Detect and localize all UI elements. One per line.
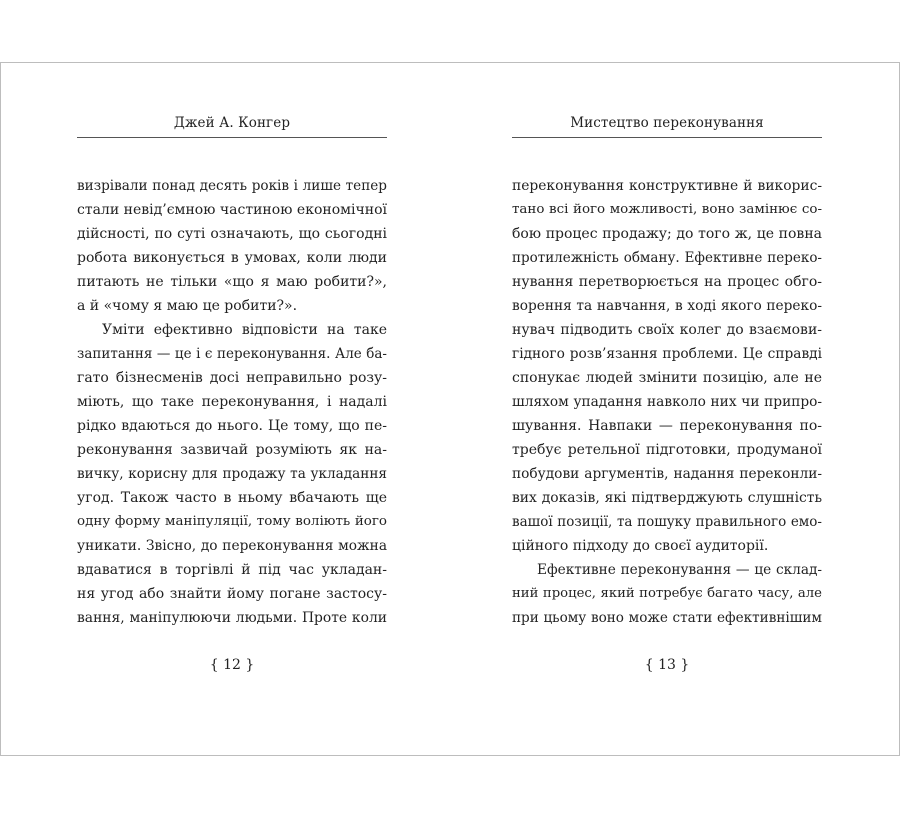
- text-line: при цьому воно може стати ефективнішим: [512, 610, 822, 626]
- text-line: вашої позиції, та пошуку правильного емо-: [512, 514, 822, 530]
- text-line: визрівали понад десять років і лише тепер: [77, 178, 387, 194]
- text-line: питають не тільки «що я маю робити?»,: [77, 274, 387, 290]
- left-page-number: { 12 }: [209, 657, 255, 673]
- text-line: вих доказів, які підтверджують слушність: [512, 490, 822, 506]
- text-line: а й «чому я маю це робити?».: [77, 298, 298, 314]
- text-line: требує ретельної підготовки, продуманої: [512, 442, 822, 458]
- text-line: спонукає людей змінити позицію, але не: [512, 370, 822, 386]
- text-line: уникати. Звісно, до переконування можна: [77, 538, 387, 554]
- left-body-text: [77, 174, 387, 630]
- text-line: гідного розв’язання проблеми. Це справді: [512, 346, 822, 362]
- text-line: стали невід’ємною частиною економічної: [77, 202, 387, 218]
- text-line: ний процес, який потребує багато часу, але: [512, 586, 822, 601]
- text-line: рідко вдаються до нього. Це тому, що пе-: [77, 418, 387, 434]
- right-running-head: Мистецтво переконування: [570, 115, 764, 131]
- text-line: Уміти ефективно відповісти на таке: [102, 322, 387, 338]
- text-line: шування. Навпаки — переконування по-: [512, 418, 822, 434]
- text-line: одну форму маніпуляції, тому воліють його: [77, 514, 387, 529]
- text-line: нувач підводить своїх колег до взаємови-: [512, 322, 822, 338]
- text-line: дійсності, по суті означають, що сьогодні: [77, 226, 387, 242]
- text-line: гато бізнесменів досі неправильно розу-: [77, 370, 387, 386]
- text-line: реконування зазвичай розуміють як на-: [77, 442, 387, 458]
- text-line: вання, маніпулюючи людьми. Проте коли: [77, 610, 387, 626]
- book-spread: [0, 62, 900, 756]
- right-page-number: { 13 }: [644, 657, 690, 673]
- text-line: ворення та навчання, в ході якого переко-: [512, 298, 822, 314]
- text-line: ня угод або знайти йому погане застосу-: [77, 586, 387, 602]
- left-running-head: Джей А. Конгер: [173, 115, 291, 131]
- text-line: побудови аргументів, надання переконли-: [512, 466, 822, 482]
- text-line: робота виконується в умовах, коли люди: [77, 250, 387, 266]
- text-line: міють, що таке переконування, і надалі: [77, 394, 387, 410]
- text-line: ційного підходу до своєї аудиторії.: [512, 538, 769, 554]
- text-line: вичку, корисну для продажу та укладання: [77, 466, 387, 482]
- text-line: переконування конструктивне й викорис-: [512, 178, 822, 194]
- right-page: [512, 63, 822, 755]
- text-line: угод. Також часто в ньому вбачають ще: [77, 490, 387, 506]
- left-header-rule: [77, 137, 387, 138]
- text-line: нування перетворюється на процес обго-: [512, 274, 822, 290]
- text-line: бою процес продажу; до того ж, це повна: [512, 226, 822, 242]
- text-line: протилежність обману. Ефективне переко-: [512, 250, 822, 266]
- text-line: шляхом упадання навколо них чи припро-: [512, 394, 822, 410]
- text-line: Ефективне переконування — це склад-: [537, 562, 822, 578]
- text-line: тано всі його можливості, воно замінює со-: [512, 202, 822, 217]
- text-line: запитання — це і є переконування. Але ба-: [77, 346, 387, 362]
- right-body-text: [512, 174, 822, 630]
- left-page: [77, 63, 387, 755]
- text-line: вдаватися в торгівлі й під час укладан-: [77, 562, 387, 578]
- right-header-rule: [512, 137, 822, 138]
